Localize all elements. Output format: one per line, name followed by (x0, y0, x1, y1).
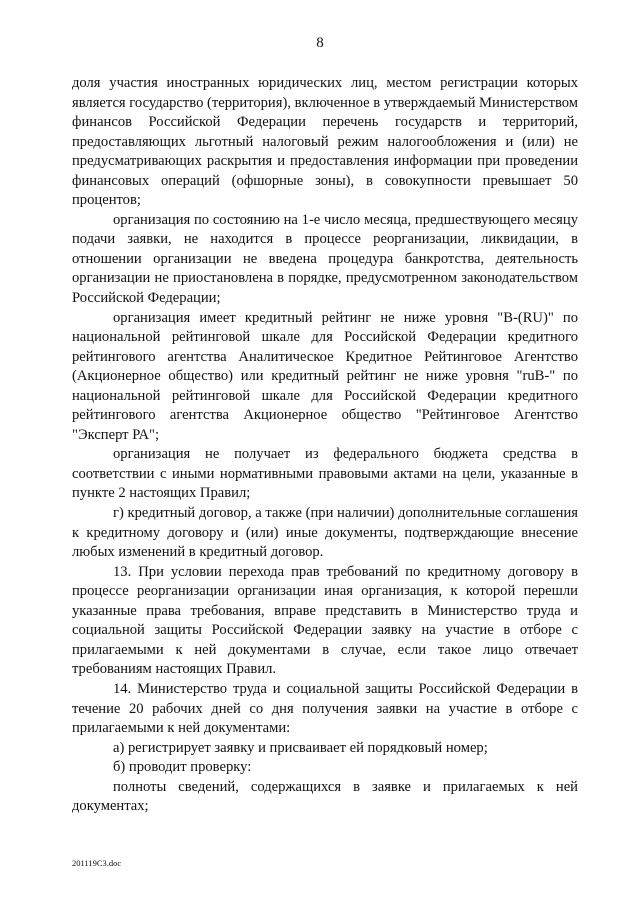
paragraph-reorganization-status: организация по состоянию на 1-е число месяца, предшествующего месяцу подачи заявки, не находится в процессе реорганизации, ликвидации, в отношении организации не введена процедура банкротства, деятельность организации не приостановлена в порядке, предусмотренном законодательством Российской Федерации; (72, 211, 578, 307)
paragraph-credit-rating: организация имеет кредитный рейтинг не ниже уровня "B-(RU)" по национальной рейтинговой шкале для Российской Федерации кредитного рейтингового агентства Аналитическое Кредитное Рейтинговое Агентство (Акционерное общество) или кредитный рейтинг не ниже уровня "ruB-" по национальной рейтинговой шкале для Российской Федерации кредитного рейтингового агентства Акционерное общество "Рейтинговое Агентство "Эксперт РА"; (72, 309, 578, 443)
paragraph-completeness-check: полноты сведений, содержащихся в заявке и прилагаемых к ней документах; (72, 778, 578, 815)
page-number: 8 (316, 35, 324, 51)
paragraph-14-a: а) регистрирует заявку и присваивает ей порядковый номер; (113, 739, 488, 756)
paragraph-federal-budget: организация не получает из федерального бюджета средства в соответствии с иными нормативными правовыми актами на цели, указанные в пункте 2 настоящих Правил; (72, 446, 578, 502)
paragraph-14: 14. Министерство труда и социальной защиты Российской Федерации в течение 20 рабочих дней со дня получения заявки на участие в отборе с прилагаемыми к ней документами: (72, 680, 578, 737)
footer-filename: 201119С3.doc (72, 858, 122, 868)
paragraph-14-b: б) проводит проверку: (113, 759, 252, 776)
document-body (72, 74, 578, 817)
paragraph-13: 13. При условии перехода прав требований по кредитному договору в процессе реорганизации организации иная организация, к которой перешли указанные права требования, вправе представить в Министерство труда и социальной защиты Российской Федерации заявку на участие в отборе с прилагаемыми к ней документами в случае, если такое лицо отвечает требованиям настоящих Правил. (72, 563, 578, 678)
paragraph-offshore-share: доля участия иностранных юридических лиц, местом регистрации которых является государство (территория), включенное в утверждаемый Министерством финансов Российской Федерации перечень государств и территорий, предоставляющих льготный налоговый режим налогообложения и (или) не предусматривающих раскрытия и предоставления информации при проведении финансовых операций (офшорные зоны), в совокупности превышает 50 процентов; (72, 75, 578, 209)
paragraph-credit-agreement: г) кредитный договор, а также (при наличии) дополнительные соглашения к кредитному договору и (или) иные документы, подтверждающие внесение любых изменений в кредитный договор. (72, 505, 578, 561)
